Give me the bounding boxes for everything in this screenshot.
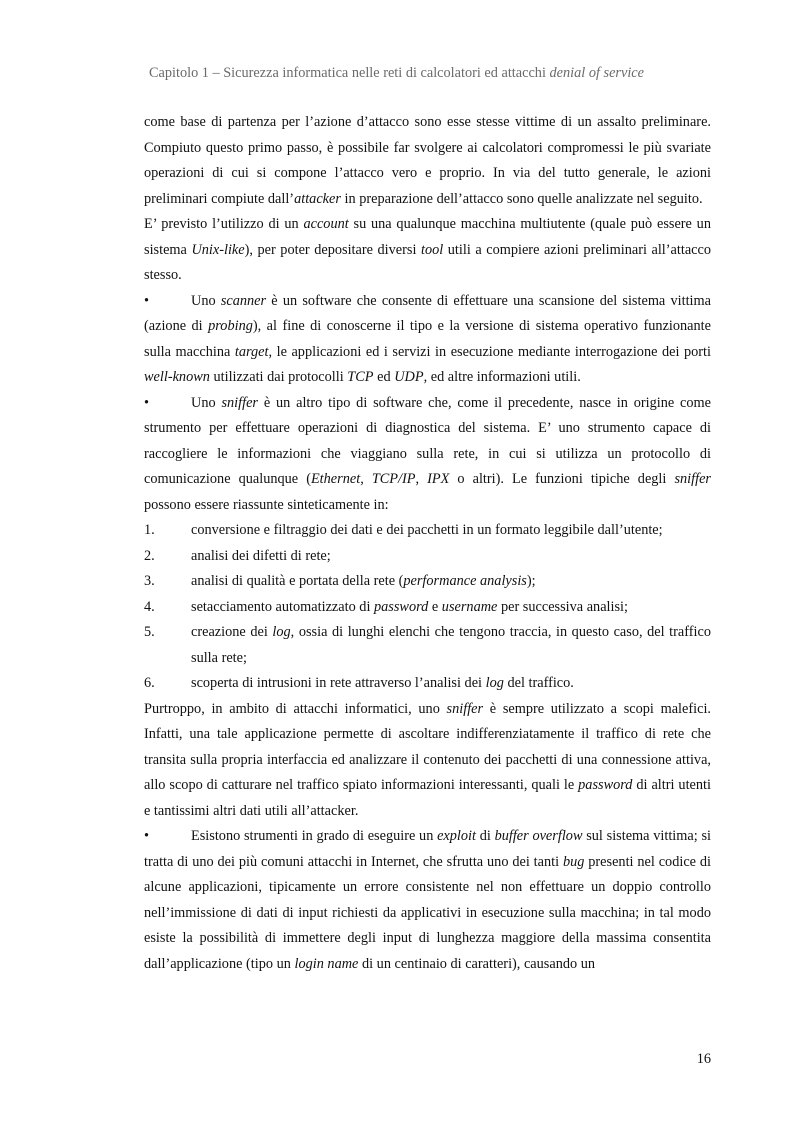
list-number: 2. bbox=[144, 547, 155, 564]
list-item: 3. analisi di qualità e portata della rete (performance analysis); bbox=[144, 569, 711, 595]
list-number: 3. bbox=[144, 573, 155, 589]
list-item: 6. scoperta di intrusioni in rete attraverso l’analisi dei log del traffico. bbox=[144, 671, 711, 697]
bullet-mark: • bbox=[144, 828, 150, 844]
sniffer-bullet: • Uno sniffer è un altro tipo di software che, come il precedente, nasce in origine come strumento per effettuare operazioni di diagnostica del sistema. E’ uno strumento capace di raccogliere le informazioni che viaggiano sulla rete, in cui si utilizza un protocollo di comunicazione qualunque (Ethernet, TCP/IP, IPX o altri). Le funzioni tipiche degli sniffer possono essere riassunte sinteticamente in: bbox=[144, 391, 711, 519]
list-number: 6. bbox=[144, 675, 155, 691]
list-number: 5. bbox=[144, 624, 155, 640]
intro-paragraph: come base di partenza per l’azione d’attacco sono esse stesse vittime di un assalto preliminare. Compiuto questo primo passo, è possibile far svolgere ai calcolatori compromessi le più svariate operazioni di cui si compone l’attacco vero e proprio. In via del tutto generale, le azioni preliminari compiute dall’attacker in preparazione dell’attacco sono quelle analizzate nel seguito. bbox=[144, 114, 711, 207]
account-paragraph: E’ previsto l’utilizzo di un account su una qualunque macchina multiutente (quale può essere un sistema Unix-like), per poter depositare diversi tool utili a compiere azioni preliminari all’attacco stesso. bbox=[144, 216, 712, 283]
sniffer-functions-list bbox=[144, 518, 711, 697]
bullet-mark: • bbox=[144, 292, 150, 309]
scanner-bullet: • Uno scanner è un software che consente di effettuare una scansione del sistema vittima (azione di probing), al fine di conoscerne il tipo e la versione di sistema operativo funzionante sulla macchina target, le applicazioni ed i servizi in esecuzione mediante interrogazione dei porti well-known utilizzati dai protocolli TCP ed UDP, ed altre informazioni utili. bbox=[144, 289, 711, 391]
header-text: Capitolo 1 – Sicurezza informatica nelle reti di calcolatori ed attacchi bbox=[148, 65, 550, 81]
bullet-mark: • bbox=[144, 394, 150, 411]
list-item: 5. creazione dei log, ossia di lunghi elenchi che tengono traccia, in questo caso, del traffico sulla rete; bbox=[144, 620, 711, 671]
list-item: 2. analisi dei difetti di rete; bbox=[144, 544, 711, 570]
page-body bbox=[144, 110, 711, 977]
page-number: 16 bbox=[696, 1051, 711, 1067]
list-item: 4. setacciamento automatizzato di password e username per successiva analisi; bbox=[144, 595, 711, 621]
list-item: 1. conversione e filtraggio dei dati e dei pacchetti in un formato leggibile dall’utente; bbox=[144, 518, 711, 544]
running-header bbox=[0, 65, 793, 82]
list-number: 4. bbox=[144, 598, 155, 615]
malicious-paragraph: Purtroppo, in ambito di attacchi informatici, uno sniffer è sempre utilizzato a scopi malefici. Infatti, una tale applicazione permette di ascoltare indifferenziatamente il traffico di rete che transita sulla propria interfaccia ed analizzare il contenuto dei pacchetti di una connessione attiva, allo scopo di catturare nel traffico spiato informazioni interessanti, quali le password di altri utenti e tantissimi altri dati utili all’attacker. bbox=[144, 700, 711, 819]
exploit-bullet: • Esistono strumenti in grado di eseguire un exploit di buffer overflow sul sistema vittima; si tratta di uno dei più comuni attacchi in Internet, che sfrutta uno dei tanti bug presenti nel codice di alcune applicazioni, tipicamente un errore consistente nel non effettuare un doppio controllo nell’immissione di dati di input richiesti da applicativi in esecuzione sulla macchina; in tal modo esiste la possibilità di immettere degli input di lunghezza maggiore della massima consentita dall’applicazione (tipo un login name di un centinaio di caratteri), causando un bbox=[144, 824, 711, 977]
header-italic: denial of service bbox=[549, 65, 645, 81]
list-number: 1. bbox=[144, 522, 155, 538]
